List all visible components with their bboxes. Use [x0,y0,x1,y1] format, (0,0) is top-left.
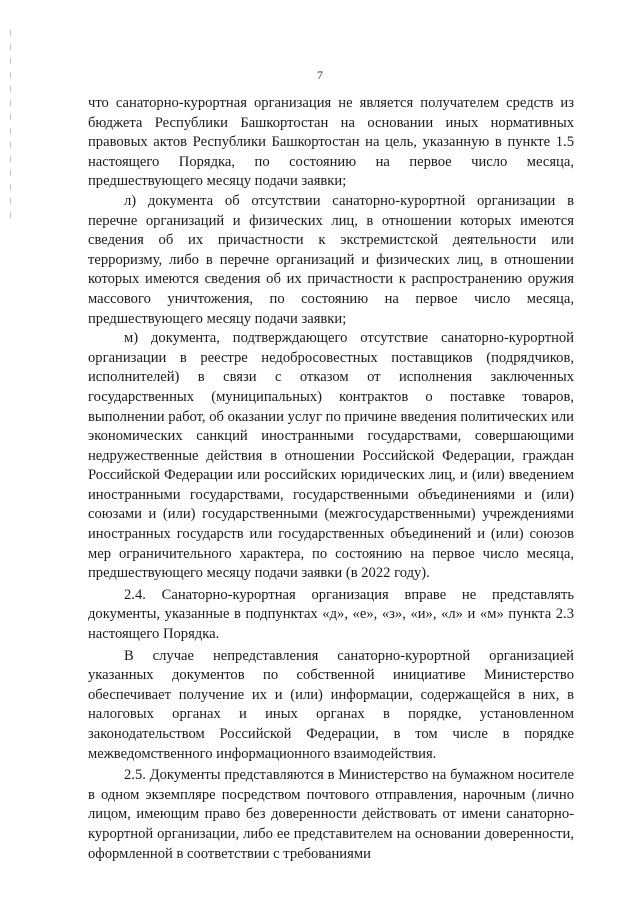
document-body [88,94,574,864]
paragraph-clause-2-4: 2.4. Санаторно-курортная организация вправе не представлять документы, указанные в подпунктах «д», «е», «з», «и», «л» и «м» пункта 2.3 настоящего Порядка. [88,586,574,643]
paragraph-item-m: м) документа, подтверждающего отсутствие санаторно-курортной организации в реестре недобросовестных поставщиков (подрядчиков, исполнителей) в связи с отказом от исполнения заключенных государственных (муниципальных) контрактов о поставке товаров, выполнении работ, об оказании услуг по причине введения политических или экономических санкций иностранными государствами, совершающими недружественные действия в отношении Российской Федерации, граждан Российской Федерации или российских юридических лиц, и (или) введением иностранными государствами, государственными объединениями и (или) союзами и (или) государственными (межгосударственными) учреждениями иностранных государств или государственных объединений и (или) союзов мер ограничительного характера, по состоянию на первое число месяца, предшествующего месяцу подачи заявки (в 2022 году). [88,330,574,582]
paragraph-clause-2-5: 2.5. Документы представляются в Министерство на бумажном носителе в одном экземпляре посредством почтового отправления, нарочным (лично лицом, имеющим право без доверенности действовать от имени санаторно-курортной организации, либо ее представителем на основании доверенности, оформленной в соответствии с требованиями [88,767,574,862]
scan-edge-mark [10,30,11,220]
paragraph-continuation: что санаторно-курортная организация не является получателем средств из бюджета Республики Башкортостан на основании иных нормативных правовых актов Республики Башкортостан на цель, указанную в пункте 1.5 настоящего Порядка, по состоянию на первое число месяца, предшествующего месяцу подачи заявки; [88,95,574,190]
paragraph-item-l: л) документа об отсутствии санаторно-курортной организации в перечне организаций и физических лиц, в отношении которых имеются сведения об их причастности к экстремистской деятельности или терроризму, либо в перечне организаций и физических лиц, в отношении которых имеются сведения об их причастности к распространению оружия массового уничтожения, по состоянию на первое число месяца, предшествующего месяцу подачи заявки; [88,192,574,327]
page-number: 7 [317,68,323,82]
paragraph-non-submission: В случае непредставления санаторно-курортной организацией указанных документов по собственной инициативе Министерство обеспечивает получение их и (или) информации, содержащейся в них, в налоговых органах и иных органах в порядке, установленном законодательством Российской Федерации, в том числе в порядке межведомственного информационного взаимодействия. [88,647,574,762]
